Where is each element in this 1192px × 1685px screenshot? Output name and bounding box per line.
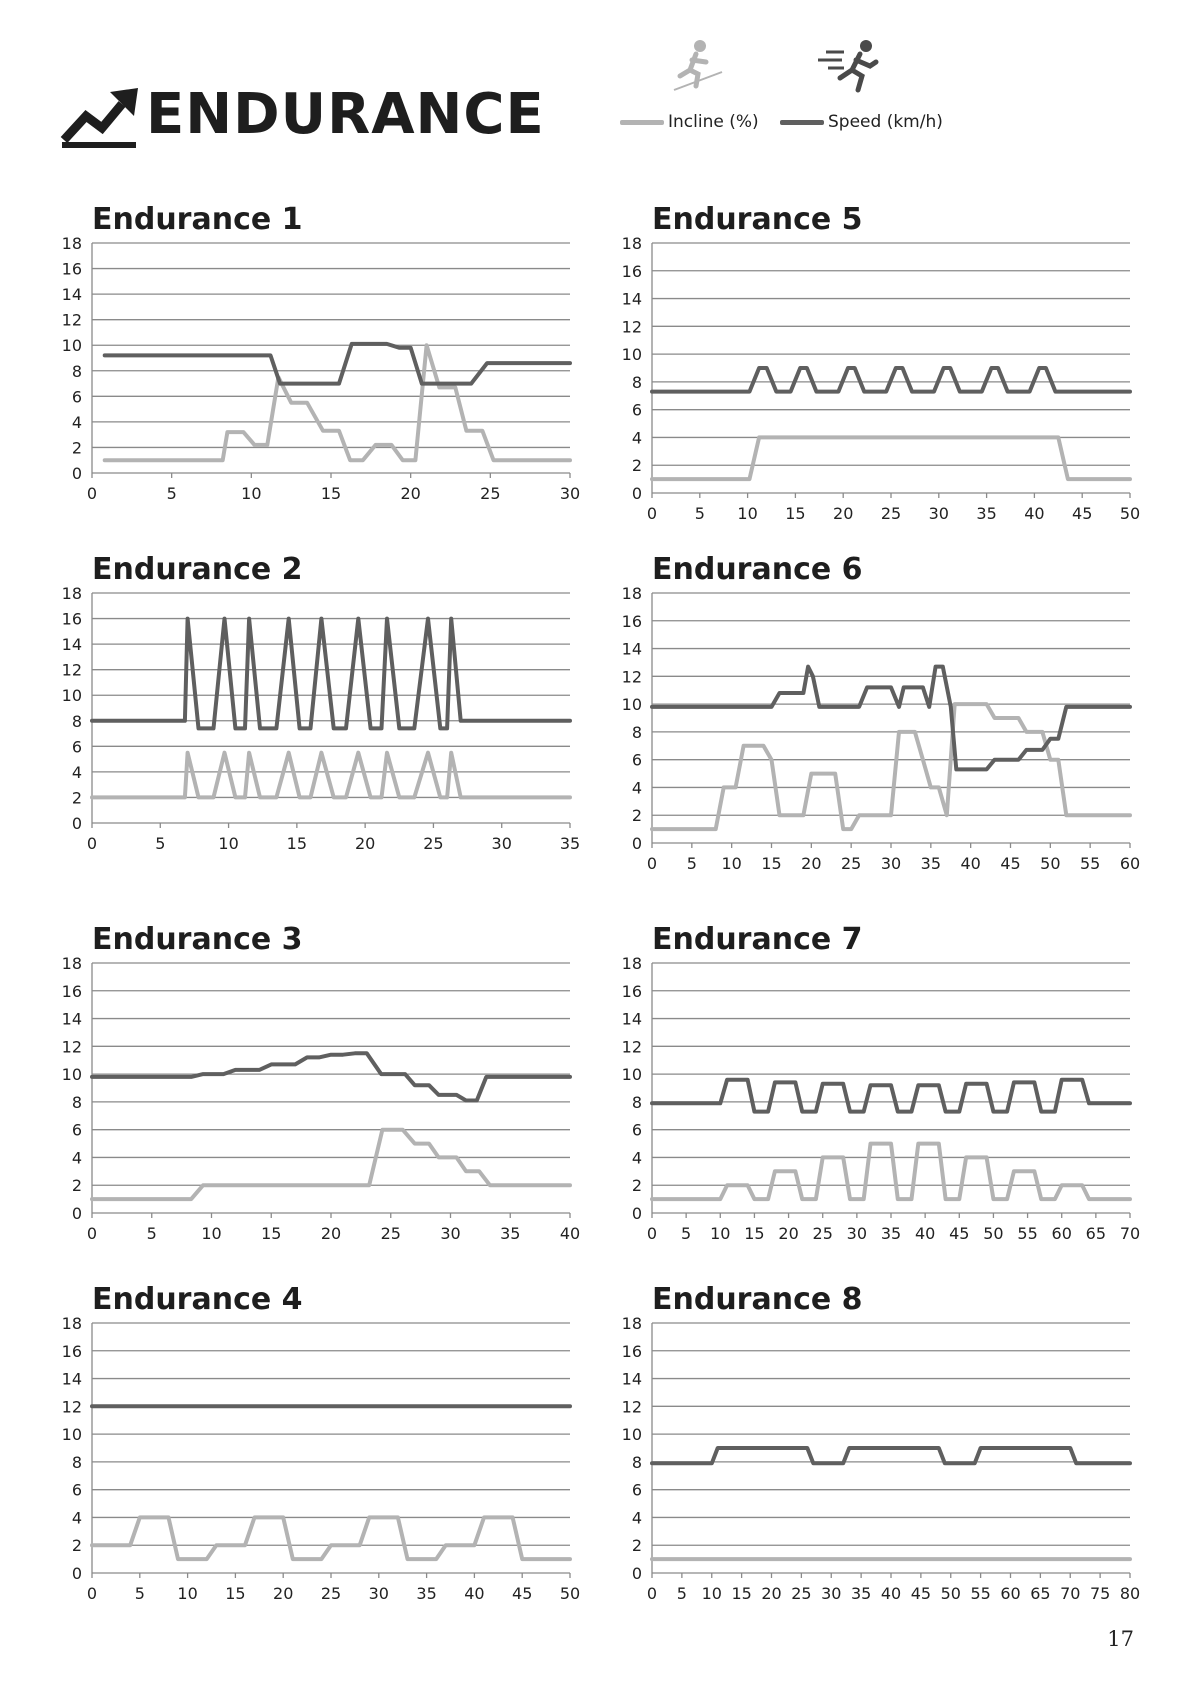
x-tick-label-5: 5 xyxy=(681,1224,692,1243)
x-tick-label-10: 10 xyxy=(737,504,758,523)
x-tick-label-20: 20 xyxy=(778,1224,799,1243)
x-tick-label-40: 40 xyxy=(464,1584,485,1603)
y-tick-label-16: 16 xyxy=(61,259,82,279)
x-tick-label-0: 0 xyxy=(86,1224,98,1243)
incline-series-line xyxy=(92,753,570,798)
x-tick-label-20: 20 xyxy=(801,854,822,873)
x-tick-label-65: 65 xyxy=(1030,1584,1051,1603)
y-tick-label-8: 8 xyxy=(71,361,82,381)
y-tick-label-14: 14 xyxy=(61,635,82,655)
y-tick-label-10: 10 xyxy=(621,1425,642,1445)
incline-series-line xyxy=(652,1144,1130,1200)
x-tick-label-60: 60 xyxy=(1000,1584,1021,1603)
y-tick-label-18: 18 xyxy=(621,1314,642,1333)
y-tick-label-4: 4 xyxy=(631,1508,642,1528)
chart-title-endurance-4: Endurance 4 xyxy=(92,1282,303,1317)
rising-chart-arrow-icon xyxy=(60,80,140,150)
chart-endurance-8 xyxy=(600,1282,1160,1625)
x-tick-label-20: 20 xyxy=(761,1584,782,1603)
x-tick-label-40: 40 xyxy=(880,1584,902,1603)
chart-endurance-3-svg xyxy=(40,922,600,1265)
incline-walker-icon xyxy=(666,38,726,98)
chart-endurance-1-svg xyxy=(40,202,600,525)
y-tick-label-2: 2 xyxy=(71,1536,82,1556)
y-tick-label-2: 2 xyxy=(631,1176,642,1196)
y-tick-label-18: 18 xyxy=(61,954,82,973)
x-tick-label-15: 15 xyxy=(320,484,342,503)
x-tick-label-65: 65 xyxy=(1085,1224,1107,1243)
x-tick-label-10: 10 xyxy=(721,854,742,873)
incline-series-line xyxy=(652,437,1130,479)
y-tick-label-0: 0 xyxy=(631,484,642,503)
x-tick-label-30: 30 xyxy=(928,504,949,523)
x-tick-label-45: 45 xyxy=(949,1224,970,1243)
x-tick-label-45: 45 xyxy=(512,1584,533,1603)
y-tick-label-14: 14 xyxy=(61,285,82,305)
y-tick-label-8: 8 xyxy=(631,1452,642,1472)
y-tick-label-12: 12 xyxy=(61,1037,82,1057)
y-tick-label-18: 18 xyxy=(61,584,82,603)
y-tick-label-8: 8 xyxy=(71,1092,82,1112)
x-tick-label-60: 60 xyxy=(1051,1224,1072,1243)
y-tick-label-16: 16 xyxy=(621,1341,642,1361)
page-number: 17 xyxy=(1107,1627,1134,1651)
x-tick-label-5: 5 xyxy=(676,1584,687,1603)
x-tick-label-15: 15 xyxy=(261,1224,282,1243)
y-tick-label-18: 18 xyxy=(61,1314,82,1333)
x-tick-label-50: 50 xyxy=(1040,854,1061,873)
x-tick-label-75: 75 xyxy=(1089,1584,1111,1603)
y-tick-label-10: 10 xyxy=(621,345,642,365)
x-tick-label-0: 0 xyxy=(646,854,658,873)
x-tick-label-20: 20 xyxy=(273,1584,294,1603)
x-tick-label-55: 55 xyxy=(1079,854,1101,873)
y-tick-label-2: 2 xyxy=(71,1176,82,1196)
x-tick-label-25: 25 xyxy=(423,834,444,853)
x-tick-label-80: 80 xyxy=(1119,1584,1141,1603)
x-tick-label-15: 15 xyxy=(761,854,782,873)
x-tick-label-55: 55 xyxy=(970,1584,991,1603)
x-tick-label-25: 25 xyxy=(480,484,501,503)
chart-endurance-1 xyxy=(40,202,600,525)
y-tick-label-10: 10 xyxy=(61,1065,82,1085)
x-tick-label-35: 35 xyxy=(850,1584,872,1603)
chart-endurance-3 xyxy=(40,922,600,1265)
y-tick-label-12: 12 xyxy=(621,667,642,687)
y-tick-label-16: 16 xyxy=(61,609,82,629)
chart-title-endurance-3: Endurance 3 xyxy=(92,922,303,957)
x-tick-label-45: 45 xyxy=(1072,504,1093,523)
y-tick-label-0: 0 xyxy=(71,1204,82,1223)
x-tick-label-50: 50 xyxy=(559,1584,581,1603)
x-tick-label-40: 40 xyxy=(559,1224,581,1243)
speed-series-line xyxy=(92,619,570,729)
y-tick-label-0: 0 xyxy=(71,814,82,833)
speed-series-line xyxy=(92,1053,570,1100)
x-tick-label-20: 20 xyxy=(833,504,854,523)
x-tick-label-5: 5 xyxy=(694,504,705,523)
y-tick-label-0: 0 xyxy=(71,1564,82,1583)
x-tick-label-25: 25 xyxy=(320,1584,342,1603)
x-tick-label-70: 70 xyxy=(1119,1224,1141,1243)
x-tick-label-5: 5 xyxy=(146,1224,157,1243)
x-tick-label-25: 25 xyxy=(380,1224,401,1243)
y-tick-label-0: 0 xyxy=(71,464,82,483)
chart-endurance-8-svg xyxy=(600,1282,1160,1625)
y-tick-label-10: 10 xyxy=(61,686,82,706)
y-tick-label-16: 16 xyxy=(621,261,642,281)
x-tick-label-40: 40 xyxy=(914,1224,936,1243)
x-tick-label-35: 35 xyxy=(880,1224,902,1243)
y-tick-label-4: 4 xyxy=(631,428,642,448)
x-tick-label-10: 10 xyxy=(201,1224,222,1243)
x-tick-label-25: 25 xyxy=(791,1584,812,1603)
y-tick-label-4: 4 xyxy=(631,1148,642,1168)
x-tick-label-20: 20 xyxy=(354,834,376,853)
y-tick-label-14: 14 xyxy=(621,639,642,659)
x-tick-label-55: 55 xyxy=(1017,1224,1038,1243)
y-tick-label-2: 2 xyxy=(631,1536,642,1556)
legend-swatch-incline xyxy=(620,120,664,125)
incline-series-line xyxy=(92,1517,570,1559)
y-tick-label-18: 18 xyxy=(621,234,642,253)
y-tick-label-10: 10 xyxy=(61,1425,82,1445)
speed-series-line xyxy=(652,368,1130,392)
x-tick-label-30: 30 xyxy=(491,834,512,853)
chart-title-endurance-6: Endurance 6 xyxy=(652,552,863,587)
y-tick-label-12: 12 xyxy=(61,660,82,680)
y-tick-label-2: 2 xyxy=(631,456,642,476)
y-tick-label-4: 4 xyxy=(71,1508,82,1528)
legend-item-incline xyxy=(620,108,759,136)
x-tick-label-5: 5 xyxy=(166,484,177,503)
y-tick-label-6: 6 xyxy=(71,737,82,757)
chart-endurance-4 xyxy=(40,1282,600,1625)
x-tick-label-35: 35 xyxy=(976,504,997,523)
y-tick-label-14: 14 xyxy=(621,1009,642,1029)
y-tick-label-0: 0 xyxy=(631,1204,642,1223)
x-tick-label-5: 5 xyxy=(155,834,166,853)
chart-endurance-4-svg xyxy=(40,1282,600,1625)
y-tick-label-0: 0 xyxy=(631,1564,642,1583)
y-tick-label-6: 6 xyxy=(631,750,642,770)
chart-endurance-2 xyxy=(40,552,600,875)
incline-series-line xyxy=(652,704,1130,829)
x-tick-label-30: 30 xyxy=(440,1224,461,1243)
legend-label-speed: Speed (km/h) xyxy=(828,112,943,132)
y-tick-label-4: 4 xyxy=(71,412,82,432)
x-tick-label-0: 0 xyxy=(646,1584,658,1603)
x-tick-label-15: 15 xyxy=(286,834,308,853)
chart-title-endurance-1: Endurance 1 xyxy=(92,202,303,237)
x-tick-label-0: 0 xyxy=(646,1224,658,1243)
y-tick-label-12: 12 xyxy=(621,1397,642,1417)
y-tick-label-10: 10 xyxy=(621,695,642,715)
chart-endurance-6-svg xyxy=(600,552,1160,895)
speed-series-line xyxy=(652,667,1130,770)
x-tick-label-30: 30 xyxy=(880,854,902,873)
x-tick-label-15: 15 xyxy=(731,1584,752,1603)
x-tick-label-0: 0 xyxy=(86,834,98,853)
x-tick-label-40: 40 xyxy=(1024,504,1045,523)
legend-swatch-speed xyxy=(780,120,824,125)
incline-series-line xyxy=(92,1130,570,1199)
x-tick-label-15: 15 xyxy=(225,1584,246,1603)
y-tick-label-14: 14 xyxy=(61,1009,82,1029)
x-tick-label-0: 0 xyxy=(646,504,658,523)
x-tick-label-25: 25 xyxy=(880,504,902,523)
y-tick-label-6: 6 xyxy=(71,1480,82,1500)
runner-speed-icon xyxy=(810,38,890,98)
y-tick-label-4: 4 xyxy=(631,778,642,798)
speed-series-line xyxy=(652,1448,1130,1463)
x-tick-label-10: 10 xyxy=(710,1224,731,1243)
chart-title-endurance-2: Endurance 2 xyxy=(92,552,303,587)
y-tick-label-12: 12 xyxy=(61,310,82,330)
chart-title-endurance-7: Endurance 7 xyxy=(652,922,863,957)
page-title: ENDURANCE xyxy=(146,82,545,147)
chart-endurance-7 xyxy=(600,922,1160,1265)
x-tick-label-10: 10 xyxy=(218,834,239,853)
y-tick-label-2: 2 xyxy=(71,788,82,808)
y-tick-label-14: 14 xyxy=(621,1369,642,1389)
y-tick-label-8: 8 xyxy=(71,1452,82,1472)
x-tick-label-35: 35 xyxy=(416,1584,437,1603)
x-tick-label-30: 30 xyxy=(559,484,581,503)
x-tick-label-25: 25 xyxy=(812,1224,833,1243)
x-tick-label-15: 15 xyxy=(744,1224,765,1243)
chart-endurance-6 xyxy=(600,552,1160,895)
x-tick-label-20: 20 xyxy=(400,484,421,503)
y-tick-label-16: 16 xyxy=(621,981,642,1001)
speed-series-line xyxy=(652,1080,1130,1112)
x-tick-label-30: 30 xyxy=(846,1224,868,1243)
y-tick-label-8: 8 xyxy=(631,722,642,742)
x-tick-label-10: 10 xyxy=(177,1584,198,1603)
x-tick-label-0: 0 xyxy=(86,484,98,503)
x-tick-label-45: 45 xyxy=(1000,854,1021,873)
x-tick-label-35: 35 xyxy=(500,1224,521,1243)
legend-label-incline: Incline (%) xyxy=(668,112,759,132)
y-tick-label-6: 6 xyxy=(71,387,82,407)
y-tick-label-8: 8 xyxy=(631,372,642,392)
x-tick-label-45: 45 xyxy=(910,1584,932,1603)
x-tick-label-10: 10 xyxy=(241,484,262,503)
y-tick-label-12: 12 xyxy=(61,1397,82,1417)
x-tick-label-35: 35 xyxy=(559,834,581,853)
y-tick-label-16: 16 xyxy=(61,981,82,1001)
legend-item-speed xyxy=(780,108,943,136)
x-tick-label-50: 50 xyxy=(983,1224,1004,1243)
x-tick-label-30: 30 xyxy=(821,1584,842,1603)
x-tick-label-5: 5 xyxy=(686,854,697,873)
y-tick-label-10: 10 xyxy=(61,336,82,356)
y-tick-label-4: 4 xyxy=(71,1148,82,1168)
y-tick-label-2: 2 xyxy=(71,438,82,458)
x-tick-label-10: 10 xyxy=(701,1584,722,1603)
chart-legend xyxy=(620,38,960,148)
x-tick-label-70: 70 xyxy=(1060,1584,1081,1603)
y-tick-label-18: 18 xyxy=(621,954,642,973)
y-tick-label-4: 4 xyxy=(71,762,82,782)
x-tick-label-60: 60 xyxy=(1119,854,1141,873)
chart-endurance-5-svg xyxy=(600,202,1160,545)
y-tick-label-16: 16 xyxy=(621,611,642,631)
y-tick-label-6: 6 xyxy=(631,1480,642,1500)
chart-title-endurance-5: Endurance 5 xyxy=(652,202,863,237)
y-tick-label-14: 14 xyxy=(61,1369,82,1389)
y-tick-label-14: 14 xyxy=(621,289,642,309)
x-tick-label-20: 20 xyxy=(320,1224,342,1243)
y-tick-label-0: 0 xyxy=(631,834,642,853)
y-tick-label-6: 6 xyxy=(71,1120,82,1140)
x-tick-label-5: 5 xyxy=(134,1584,145,1603)
y-tick-label-8: 8 xyxy=(631,1092,642,1112)
y-tick-label-6: 6 xyxy=(631,1120,642,1140)
y-tick-label-12: 12 xyxy=(621,1037,642,1057)
x-tick-label-30: 30 xyxy=(368,1584,389,1603)
x-tick-label-50: 50 xyxy=(940,1584,961,1603)
y-tick-label-16: 16 xyxy=(61,1341,82,1361)
speed-series-line xyxy=(105,344,570,384)
chart-title-endurance-8: Endurance 8 xyxy=(652,1282,863,1317)
chart-endurance-5 xyxy=(600,202,1160,545)
x-tick-label-50: 50 xyxy=(1119,504,1141,523)
x-tick-label-35: 35 xyxy=(920,854,942,873)
chart-endurance-2-svg xyxy=(40,552,600,875)
y-tick-label-6: 6 xyxy=(631,400,642,420)
y-tick-label-12: 12 xyxy=(621,317,642,337)
y-tick-label-18: 18 xyxy=(621,584,642,603)
y-tick-label-18: 18 xyxy=(61,234,82,253)
x-tick-label-40: 40 xyxy=(960,854,981,873)
x-tick-label-15: 15 xyxy=(785,504,806,523)
x-tick-label-0: 0 xyxy=(86,1584,98,1603)
chart-endurance-7-svg xyxy=(600,922,1160,1265)
x-tick-label-25: 25 xyxy=(840,854,862,873)
y-tick-label-10: 10 xyxy=(621,1065,642,1085)
y-tick-label-8: 8 xyxy=(71,711,82,731)
y-tick-label-2: 2 xyxy=(631,806,642,826)
